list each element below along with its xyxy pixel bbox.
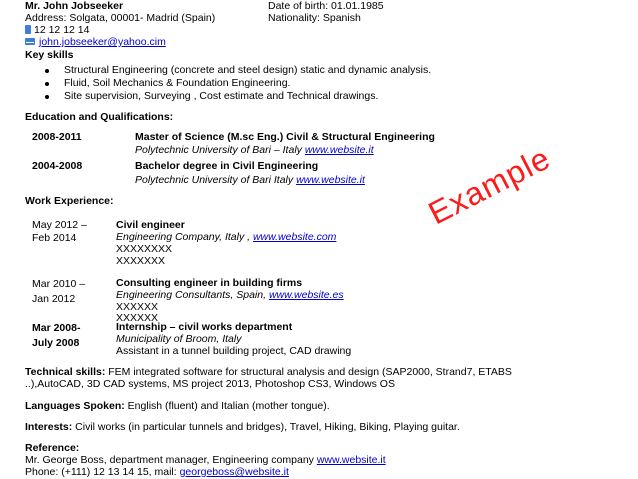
education-school: Polytechnic University of Bari Italy www.website.it (135, 174, 365, 186)
education-school: Polytechnic University of Bari – Italy www.website.it (135, 144, 374, 156)
education-degree: Master of Science (M.sc Eng.) Civil & Structural Engineering (135, 131, 435, 143)
skill-item: Fluid, Soil Mechanics & Foundation Engineering. (64, 77, 291, 89)
work-company: Engineering Company, Italy , www.website.com (116, 231, 337, 243)
languages-label: Languages Spoken: (25, 400, 125, 412)
technical-skills-label: Technical skills: (25, 366, 106, 378)
education-heading: Education and Qualifications: (25, 111, 174, 123)
reference-website-link[interactable]: www.website.it (316, 454, 386, 466)
skill-item: Structural Engineering (concrete and steel design) static and dynamic analysis. (64, 64, 432, 76)
interests-label: Interests: (25, 421, 73, 433)
reference-email-link[interactable]: georgeboss@website.it (179, 466, 289, 478)
mail-icon (25, 38, 35, 45)
work-detail: XXXXXXX (116, 255, 166, 267)
phone-number: 12 12 12 14 (34, 24, 90, 36)
work-date-start: May 2012 – (32, 219, 87, 231)
work-company: Engineering Consultants, Spain, www.website.es (116, 289, 344, 301)
work-detail: Assistant in a tunnel building project, CAD drawing (116, 345, 352, 357)
work-company: Municipality of Broom, Italy (116, 333, 242, 345)
work-detail: XXXXXX (116, 312, 159, 324)
key-skills-heading: Key skills (25, 49, 74, 61)
example-watermark: Example (422, 139, 557, 232)
phone-line (25, 24, 89, 37)
languages-line: Languages Spoken: English (fluent) and Italian (mother tongue). (25, 400, 330, 412)
bullet-icon (45, 95, 49, 99)
education-years: 2004-2008 (32, 160, 83, 172)
reference-heading: Reference: (25, 442, 80, 454)
work-date-end: Jan 2012 (32, 293, 76, 305)
education-years: 2008-2011 (32, 131, 82, 143)
work-date-end: July 2008 (32, 337, 80, 349)
technical-skills-line: Technical skills: FEM integrated software for structural analysis and design (SAP2000, Strand7, ETABS (25, 366, 512, 378)
bullet-icon (45, 69, 49, 73)
technical-skills-line: ..),AutoCAD, 3D CAD systems, MS project 2013, Photoshop CS3, Windows OS (25, 378, 395, 390)
work-detail: XXXXXXXX (116, 243, 173, 255)
skill-item: Site supervision, Surveying , Cost estimate and Technical drawings. (64, 90, 379, 102)
reference-line: Mr. George Boss, department manager, Engineering company www.website.it (25, 454, 386, 466)
email-link[interactable]: john.jobseeker@yahoo.cim (39, 36, 166, 48)
phone-icon (25, 25, 31, 34)
date-of-birth: Date of birth: 01.01.1985 (268, 0, 384, 12)
work-title: Consulting engineer in building firms (116, 277, 303, 289)
reference-line: Phone: (+111) 12 13 14 15, mail: georgeboss@website.it (25, 466, 289, 478)
work-heading: Work Experience: (25, 195, 114, 207)
work-detail: XXXXXX (116, 301, 159, 313)
work-date-end: Feb 2014 (32, 232, 77, 244)
work-title: Civil engineer (116, 219, 185, 231)
work-title: Internship – civil works department (116, 321, 293, 333)
address: Address: Solgata, 00001- Madrid (Spain) (25, 12, 216, 24)
company-website-link[interactable]: www.website.com (252, 231, 337, 243)
education-degree: Bachelor degree in Civil Engineering (135, 160, 319, 172)
bullet-icon (45, 82, 49, 86)
school-website-link[interactable]: www.website.it (304, 144, 374, 156)
candidate-name: Mr. John Jobseeker (25, 0, 124, 12)
company-website-link[interactable]: www.website.es (268, 289, 344, 301)
work-date-start: Mar 2008- (32, 322, 81, 334)
interests-line: Interests: Civil works (in particular tunnels and bridges), Travel, Hiking, Biking, Playing guitar. (25, 421, 460, 433)
work-date-start: Mar 2010 – (32, 278, 86, 290)
school-website-link[interactable]: www.website.it (296, 174, 365, 186)
nationality: Nationality: Spanish (268, 12, 361, 24)
email-line (25, 36, 166, 49)
